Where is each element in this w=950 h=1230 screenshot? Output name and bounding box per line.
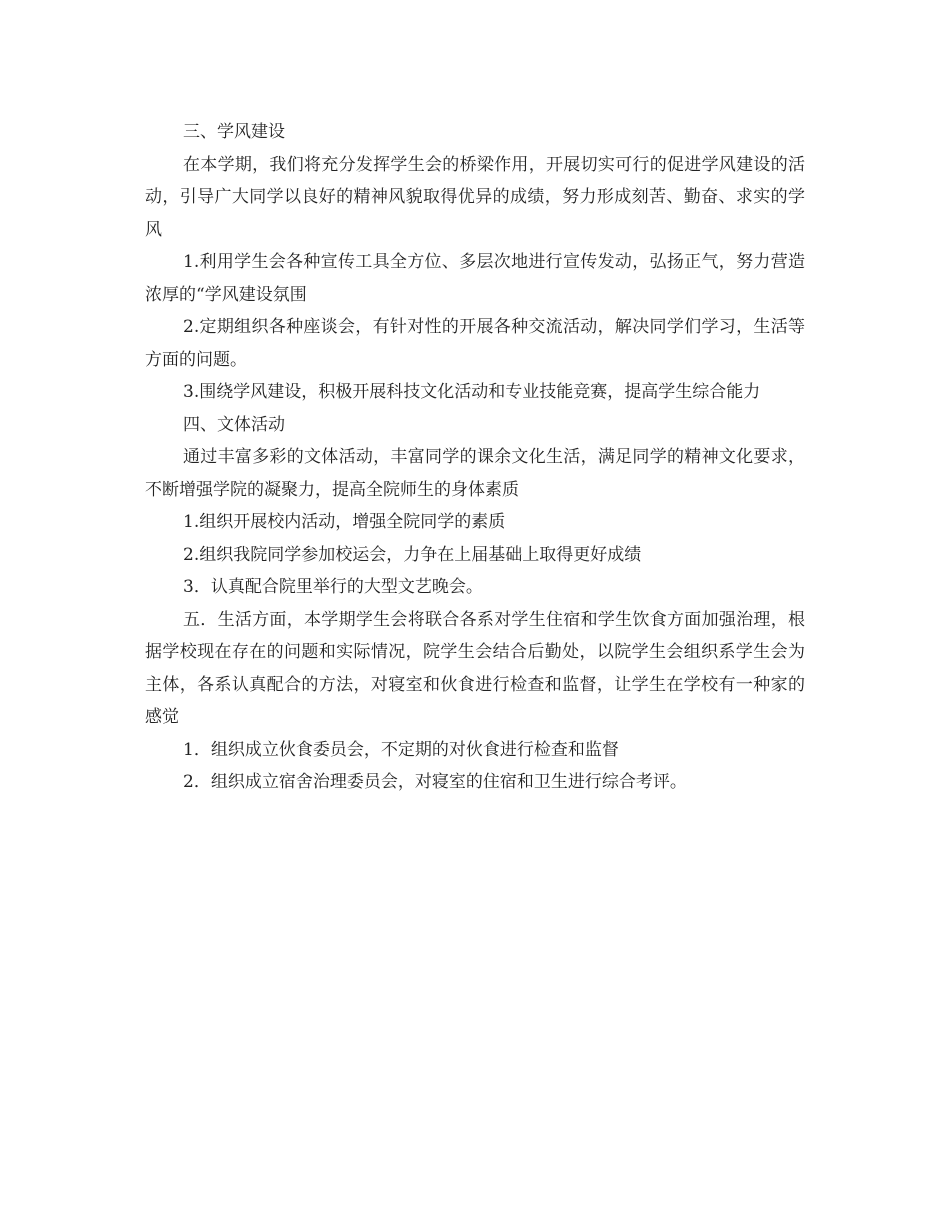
- list-item-study-style-2: 2.定期组织各种座谈会，有针对性的开展各种交流活动，解决同学们学习，生活等方面的问题。: [145, 317, 805, 370]
- document-body: [145, 116, 805, 799]
- paragraph-study-style-intro: 在本学期，我们将充分发挥学生会的桥梁作用，开展切实可行的促进学风建设的活动，引导广大同学以良好的精神风貌取得优异的成绩，努力形成刻苦、勤奋、求实的学风: [145, 154, 805, 240]
- list-item-sports-culture-3: 3．认真配合院里举行的大型文艺晚会。: [183, 577, 483, 597]
- list-item-living-affairs-2: 2．组织成立宿舍治理委员会，对寝室的住宿和卫生进行综合考评。: [183, 772, 687, 792]
- section-heading-sports-culture: 四、文体活动: [183, 414, 285, 435]
- paragraph-sports-culture-intro: 通过丰富多彩的文体活动，丰富同学的课余文化生活，满足同学的精神文化要求，不断增强学院的凝聚力，提高全院师生的身体素质: [145, 447, 805, 500]
- list-item-sports-culture-1: 1.组织开展校内活动，增强全院同学的素质: [183, 512, 506, 532]
- list-item-living-affairs-1: 1．组织成立伙食委员会，不定期的对伙食进行检查和监督: [183, 739, 619, 760]
- section-heading-study-style: 三、学风建设: [183, 122, 285, 142]
- list-item-study-style-3: 3.围绕学风建设，积极开展科技文化活动和专业技能竞赛，提高学生综合能力: [183, 382, 761, 402]
- paragraph-living-affairs: 五．生活方面，本学期学生会将联合各系对学生住宿和学生饮食方面加强治理，根据学校现在存在的问题和实际情况，院学生会结合后勤处，以院学生会组织系学生会为主体，各系认真配合的方法，对寝室和伙食进行检查和监督，让学生在学校有一种家的感觉: [145, 609, 805, 727]
- list-item-study-style-1: 1.利用学生会各种宣传工具全方位、多层次地进行宣传发动，弘扬正气，努力营造浓厚的“学风建设氛围: [145, 252, 805, 305]
- list-item-sports-culture-2: 2.组织我院同学参加校运会，力争在上届基础上取得更好成绩: [183, 544, 642, 565]
